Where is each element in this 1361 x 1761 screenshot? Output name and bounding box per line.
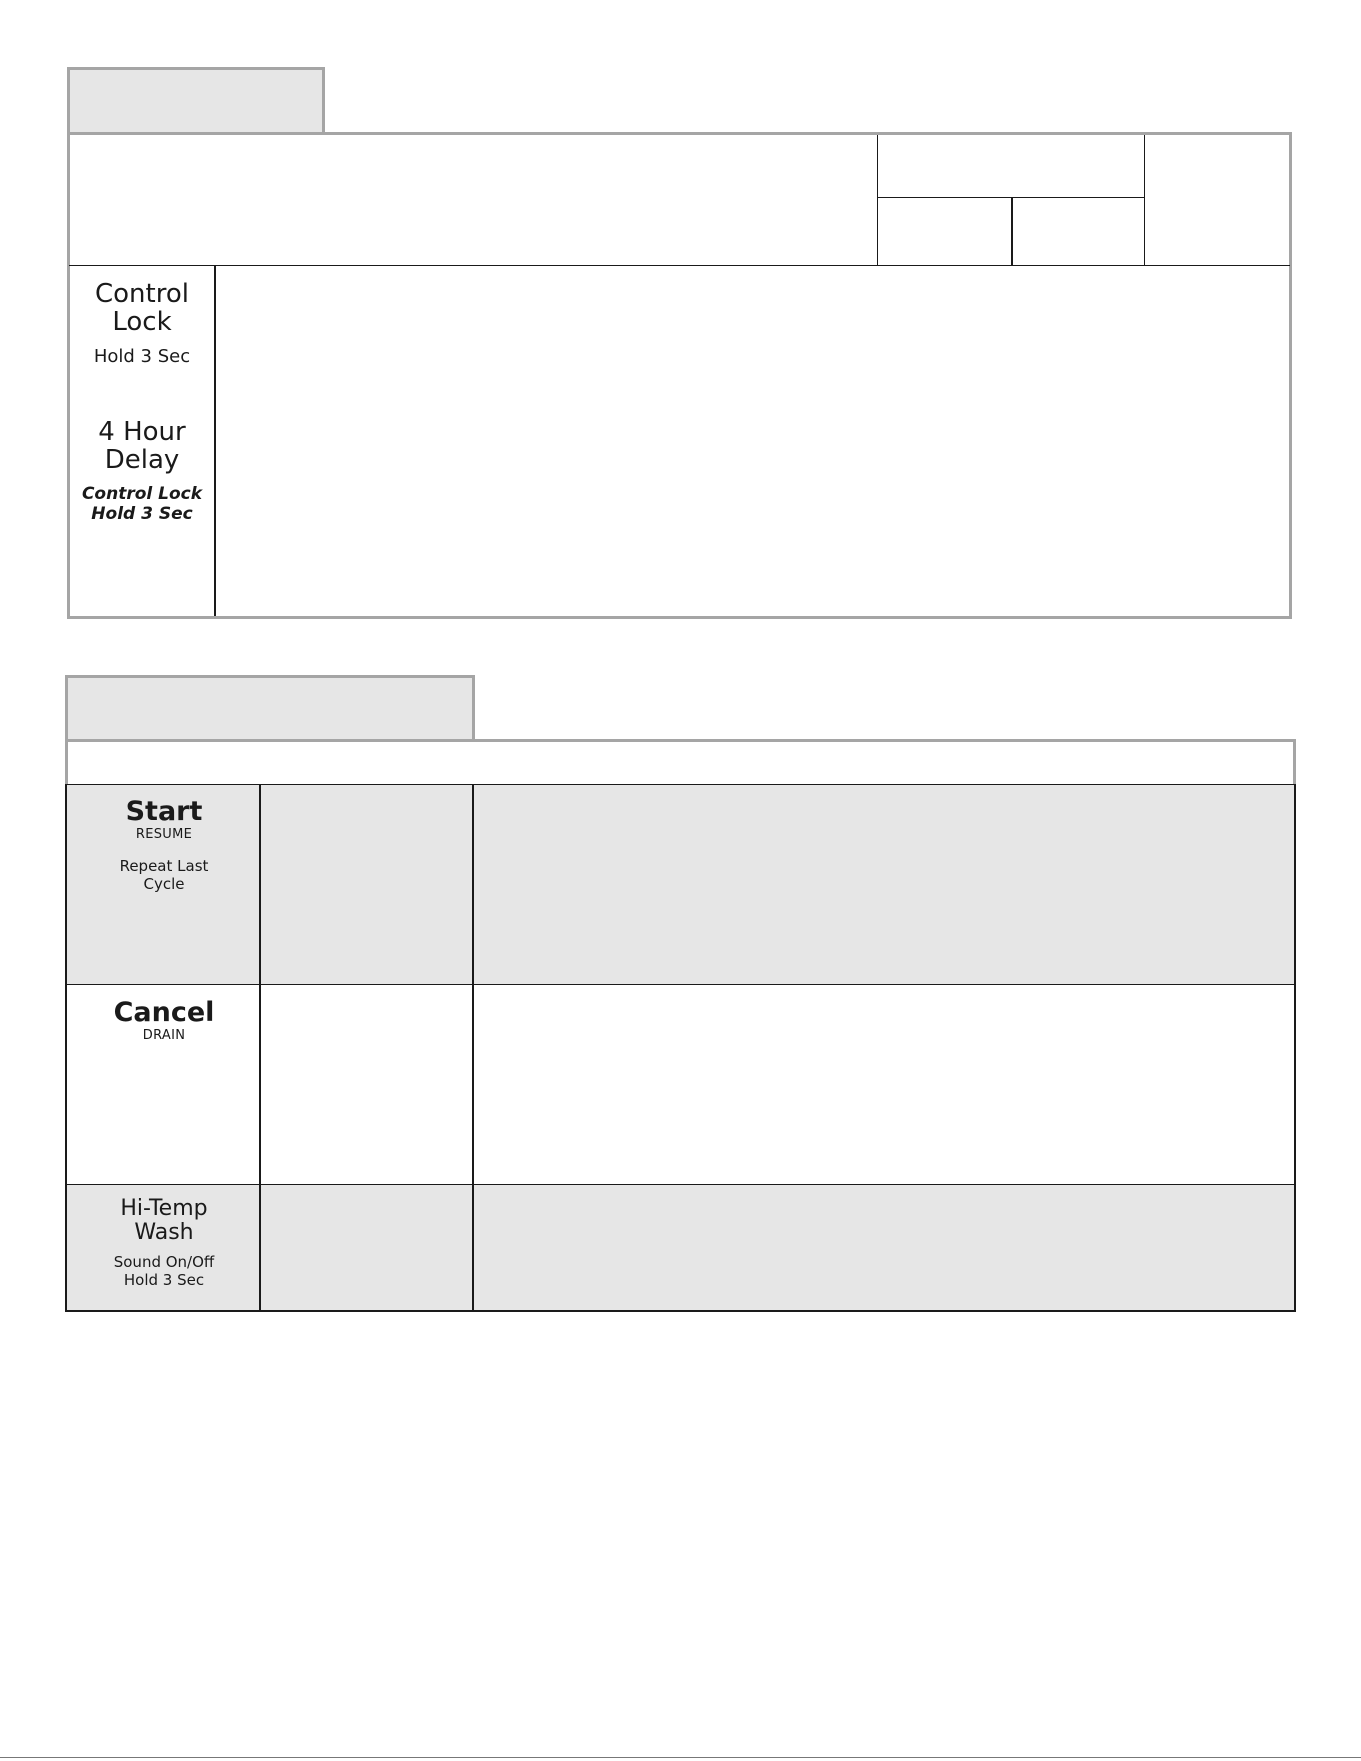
section-two-tab: [65, 675, 475, 742]
cancel-drain-text: DRAIN: [142, 1028, 186, 1043]
hi-temp-sound-line2: Hold 3 Sec: [123, 1271, 205, 1289]
header-col-divider-3: [1144, 135, 1145, 265]
four-hour-delay-label: [69, 418, 215, 524]
start-resume-text: RESUME: [135, 827, 193, 842]
start-repeat-line1: Repeat Last: [119, 857, 209, 875]
section-two-left-border: [65, 784, 67, 1312]
section-one-table: [67, 132, 1292, 619]
section-two-col-divider-2: [472, 784, 474, 1312]
header-col-divider-1: [877, 135, 878, 265]
section-two-right-border: [1294, 784, 1296, 1312]
start-repeat-line2: Cycle: [143, 875, 185, 893]
control-lock-hold-text: Hold 3 Sec: [93, 346, 191, 367]
four-hour-delay-alt-line1: Control Lock: [81, 484, 203, 504]
four-hour-delay-title-line2: Delay: [104, 445, 180, 475]
header-col-divider-2: [1011, 197, 1013, 265]
hi-temp-wash-label: [68, 1197, 260, 1289]
section-one-header-divider: [69, 265, 1290, 266]
section-one-tab: [67, 67, 325, 135]
hi-temp-title-line1: Hi-Temp: [120, 1196, 208, 1221]
control-lock-title-line1: Control: [95, 279, 189, 309]
control-lock-title-line2: Lock: [112, 307, 172, 337]
hi-temp-title-line2: Wash: [134, 1220, 194, 1245]
cancel-button-label: [68, 998, 260, 1044]
control-lock-label: [69, 280, 215, 368]
four-hour-delay-alt-line2: Hold 3 Sec: [91, 504, 193, 524]
start-title: Start: [125, 796, 203, 827]
section-two-header-row: [65, 739, 1296, 784]
four-hour-delay-title-line1: 4 Hour: [98, 417, 186, 447]
start-button-label: [68, 797, 260, 893]
cancel-title: Cancel: [113, 997, 215, 1028]
page-bottom-rule: [0, 1757, 1361, 1758]
hi-temp-sound-line1: Sound On/Off: [113, 1253, 215, 1271]
